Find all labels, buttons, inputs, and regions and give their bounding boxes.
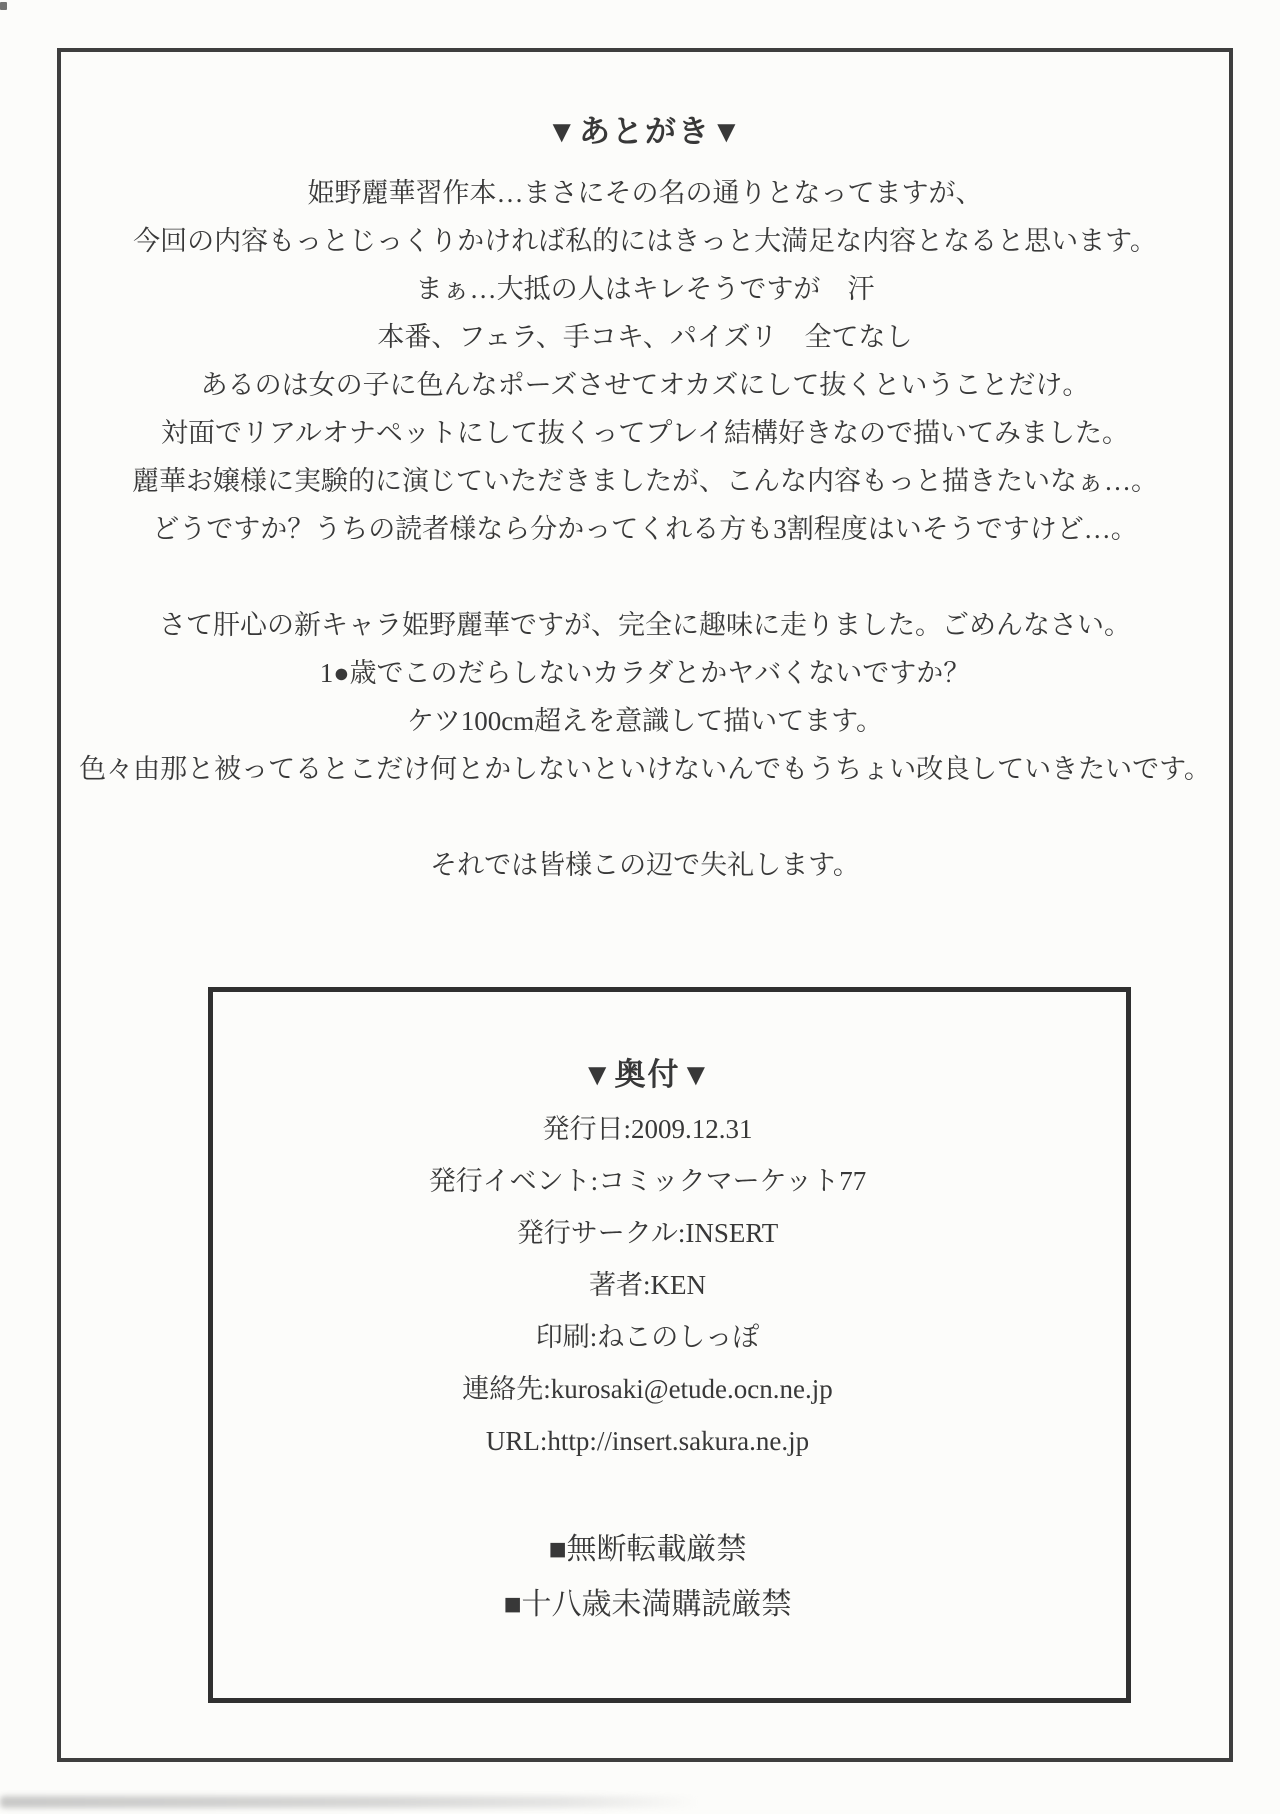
warning-no-reproduction: ■無断転載厳禁 (548, 1533, 747, 1566)
colophon-content (213, 1051, 1126, 1632)
afterword-line: 姫野麗華習作本…まさにその名の通りとなってますが、 (307, 178, 983, 208)
afterword-line: 麗華お嬢様に実験的に演じていただきましたが、こんな内容もっと描きたいなぁ…。 (132, 466, 1158, 496)
colophon-entry-circle: 発行サークル:INSERT (516, 1218, 779, 1248)
afterword-line: ケツ100cm超えを意識して描いてます。 (406, 706, 884, 736)
afterword-line: 色々由那と被ってるとこだけ何とかしないといけないんでもうちょい改良していきたいです。 (79, 754, 1211, 784)
colophon-entry-author: 著者:KEN (589, 1270, 706, 1300)
afterword-line: さて肝心の新キャラ姫野麗華ですが、完全に趣味に走りました。ごめんなさい。 (159, 610, 1131, 640)
afterword-line: どうですか？うちの読者様なら分かってくれる方も3割程度はいそうですけど…。 (152, 514, 1138, 544)
colophon-entry-contact-email: 連絡先:kurosaki@etude.ocn.ne.jp (462, 1374, 833, 1404)
colophon-entry-url: URL:http://insert.sakura.ne.jp (485, 1426, 810, 1456)
scan-artifact-bottom (0, 1796, 700, 1808)
spacer (57, 793, 1233, 841)
colophon-entry-printer: 印刷:ねこのしっぽ (535, 1322, 760, 1352)
afterword-line: 本番、フェラ、手コキ、パイズリ 全てなし (377, 322, 913, 352)
afterword-title: ▼あとがき▼ (546, 114, 744, 149)
afterword-line: 1●歳でこのだらしないカラダとかヤバくないですか？ (319, 658, 971, 688)
spacer (57, 156, 1233, 169)
warning-adults-only: ■十八歳未満購読厳禁 (503, 1588, 792, 1621)
afterword-closing-line: それでは皆様この辺で失礼します。 (430, 850, 860, 880)
afterword-line: まぁ…大抵の人はキレそうですが 汗 (415, 274, 875, 304)
afterword-line: 今回の内容もっとじっくりかければ私的にはきっと大満足な内容となると思います。 (133, 226, 1157, 256)
afterword-section (57, 108, 1233, 889)
afterword-line: 対面でリアルオナペットにして抜くってプレイ結構好きなので描いてみました。 (161, 418, 1129, 448)
scan-artifact-corner (0, 2, 7, 10)
colophon-entry-publish-date: 発行日:2009.12.31 (542, 1114, 753, 1144)
colophon-title: ▼奥付▼ (581, 1057, 714, 1092)
spacer (57, 553, 1233, 601)
colophon-entries (213, 1103, 1082, 1467)
afterword-line: あるのは女の子に色んなポーズさせてオカズにして抜くということだけ。 (200, 370, 1090, 400)
colophon-entry-event: 発行イベント:コミックマーケット77 (428, 1166, 867, 1196)
colophon-box (208, 987, 1131, 1703)
